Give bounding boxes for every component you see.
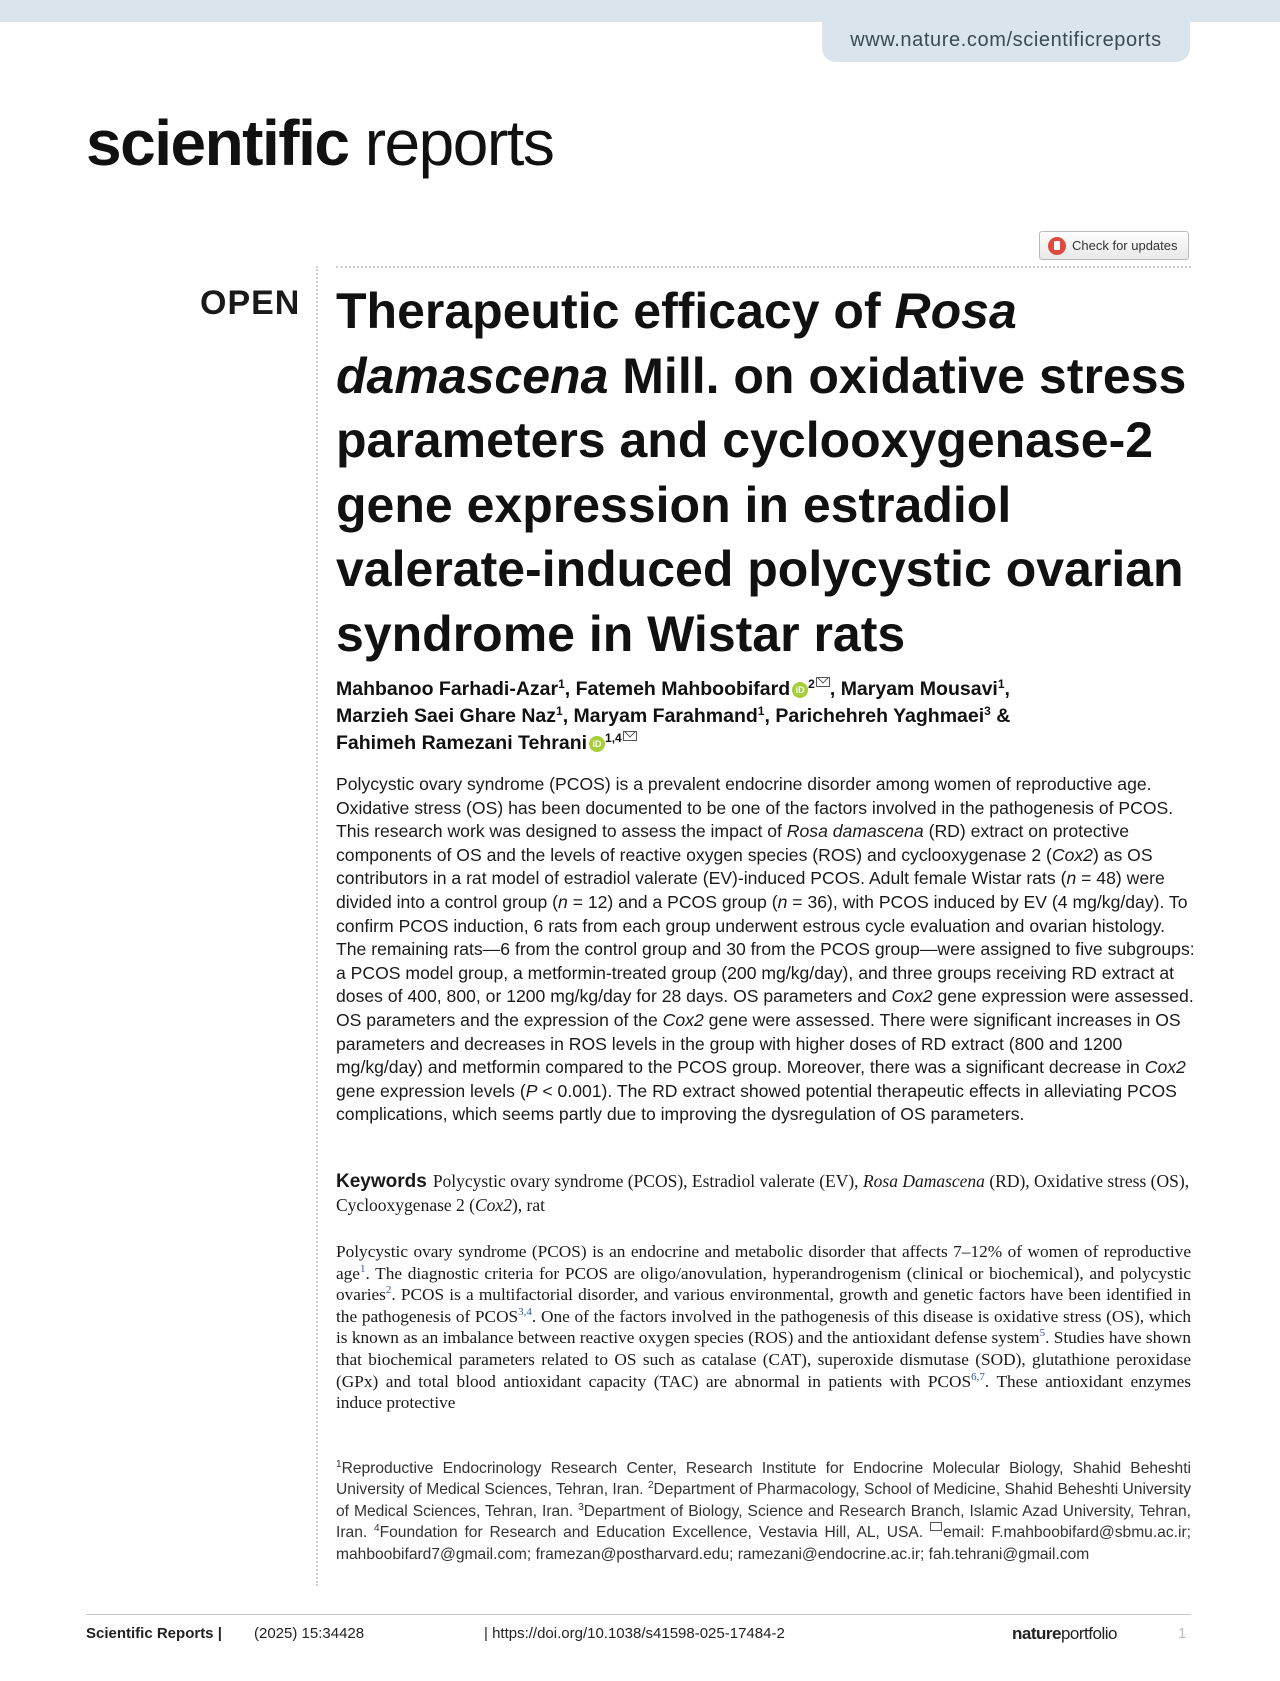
author-separator: ,: [829, 678, 841, 700]
page-footer: [86, 1625, 1191, 1649]
affiliations: [336, 1458, 1191, 1565]
abstract-italic: n: [558, 891, 568, 912]
affiliation-ref[interactable]: 2: [647, 1480, 654, 1492]
keyword-italic: Cox2: [475, 1194, 512, 1215]
author-affiliation-ref: 1,4: [605, 731, 622, 745]
abstract-italic: n: [1066, 868, 1077, 889]
footer-divider: [86, 1614, 1191, 1615]
abstract-text: gene expression levels (: [336, 1080, 526, 1101]
affiliation-text: Foundation for Research and Education Excellence, Vestavia Hill, AL, USA.: [379, 1524, 930, 1542]
body-text: . Studies have shown that biochemical parameters related to OS such as catalase (CAT), superoxide dismutase (SOD), glutathione peroxidase (GPx) and total blood antioxidant capacity (TAC) are abnormal in patients with PCOS: [336, 1328, 1191, 1391]
author-name[interactable]: [336, 678, 565, 700]
abstract-text: gene were assessed. There were significant increases in OS parameters and decreases in ROS levels in the group with higher doses of RD extract (800 and 1200 mg/kg/day) and metformin compared to the PCOS group. Moreover, there was a significant decrease in: [336, 1009, 1181, 1078]
keywords-label: Keywords: [336, 1171, 427, 1192]
keyword-text: ), rat: [511, 1194, 545, 1215]
body-text: . The diagnostic criteria for PCOS are oligo/anovulation, hyperandrogenism (clinical or biochemical), and polycystic ovaries: [336, 1263, 1191, 1305]
abstract-italic: Cox2: [1051, 844, 1093, 865]
abstract-italic: Cox2: [662, 1009, 704, 1030]
footer-doi-link[interactable]: | https://doi.org/10.1038/s41598-025-17484-2: [484, 1625, 785, 1642]
orcid-icon[interactable]: iD: [589, 736, 605, 752]
affiliation-text: Department of Biology, Science and Research Branch, Islamic Azad University, Tehran, Iran.: [336, 1502, 1191, 1542]
affiliation-ref[interactable]: 3: [578, 1501, 584, 1513]
body-ref[interactable]: 3,4: [518, 1306, 532, 1319]
author-name[interactable]: [574, 705, 765, 727]
affiliation-text: Reproductive Endocrinology Research Center, Research Institute for Endocrine Molecular Biology, Shahid Beheshti University of Medical Sciences, Tehran, Iran.: [336, 1460, 1191, 1499]
abstract-text: Polycystic ovary syndrome (PCOS) is a prevalent endocrine disorder among women of reproductive age. Oxidative stress (OS) has been documented to be one of the factors involved in the pathogenesis of PCOS. This research work was designed to assess the impact of: [336, 774, 1174, 842]
publisher-logo-bold: nature: [1012, 1624, 1061, 1643]
abstract-text: ) as OS contributors in a rat model of estradiol valerate (EV)-induced PCOS. Adult female Wistar rats (: [336, 844, 1153, 889]
publisher-logo-light: portfolio: [1060, 1624, 1117, 1643]
author-name[interactable]: [841, 678, 1005, 700]
affiliation-ref[interactable]: 1: [336, 1458, 342, 1470]
open-access-label: OPEN: [200, 284, 301, 322]
abstract-text: gene expression were assessed. OS parameters and the expression of the: [336, 986, 1194, 1030]
keywords: [336, 1170, 1196, 1217]
title-species: Rosa damascena: [336, 283, 1017, 404]
author-name-text: Fahimeh Ramezani Tehrani: [336, 732, 588, 754]
title-text-rest: Mill. on oxidative stress parameters and cyclooxygenase-2 gene expression in estradiol valerate-induced polycystic ovarian syndrome in Wistar rats: [336, 347, 1187, 662]
author-affiliation-ref: 3: [984, 704, 991, 718]
author-name-text: Parichehreh Yaghmaei: [775, 705, 985, 727]
body-text: . PCOS is a multifactorial disorder, and various environmental, growth and genetic factors have been identified in the pathogenesis of PCOS: [336, 1285, 1191, 1326]
body-ref[interactable]: 1: [359, 1262, 366, 1275]
journal-logo-light: reports: [364, 107, 554, 179]
abstract-italic: Cox2: [1144, 1057, 1186, 1078]
abstract-text: (RD) extract on protective components of OS and the levels of reactive oxygen species (ROS) and cyclooxygenase 2 (: [336, 821, 1130, 865]
author-name-text: Marzieh Saei Ghare Naz: [336, 705, 557, 727]
footer-journal: Scientific Reports |: [86, 1625, 222, 1642]
journal-logo: [86, 108, 553, 178]
keywords-text: [336, 1171, 1189, 1215]
email-icon[interactable]: [816, 677, 830, 687]
author-separator: ,: [1004, 678, 1010, 700]
abstract: [336, 773, 1196, 1127]
journal-logo-bold: scientific: [86, 107, 349, 179]
publisher-logo: [1012, 1624, 1117, 1644]
author-separator: ,: [764, 705, 776, 727]
author-name[interactable]: [336, 705, 563, 727]
body-text: . One of the factors involved in the pathogenesis of this disease is oxidative stress (OS), which is known as an imbalance between reactive oxygen species (ROS) and the antioxidant defense system: [336, 1306, 1192, 1348]
keyword-text: (RD), Oxidative stress (OS), Cyclooxygenase 2 (: [336, 1171, 1190, 1215]
abstract-text: = 36), with PCOS induced by EV (4 mg/kg/day). To confirm PCOS induction, 6 rats from each group underwent estrous cycle evaluation and ovarian histology. The remaining rats—6 from the control group and 30 from the PCOS group—were assigned to five subgroups: a PCOS model group, a metformin-treated group (200 mg/kg/day), and three groups receiving RD extract at doses of 400, 800, or 1200 mg/kg/day for 28 days. OS parameters and: [336, 891, 1195, 1007]
author-affiliation-ref: 1: [757, 704, 765, 718]
introduction-paragraph: [336, 1241, 1191, 1414]
abstract-text: < 0.001). The RD extract showed potential therapeutic effects in alleviating PCOS complications, which seems partly due to improving the dysregulation of OS parameters.: [336, 1080, 1177, 1125]
affiliation-ref[interactable]: 4: [374, 1523, 380, 1535]
author-name-text: Maryam Mousavi: [840, 678, 998, 700]
email-icon[interactable]: [623, 731, 637, 741]
journal-url[interactable]: www.nature.com/scientificreports: [822, 18, 1190, 62]
author-affiliation-ref: 1: [997, 677, 1005, 691]
author-affiliation-ref: 1: [556, 704, 563, 718]
article-title: [336, 279, 1196, 666]
margin-divider: [316, 266, 318, 1586]
keyword-text: Polycystic ovary syndrome (PCOS), Estradiol valerate (EV),: [432, 1171, 863, 1191]
author-name[interactable]: [336, 732, 637, 754]
abstract-text: = 12) and a PCOS group (: [567, 891, 778, 912]
header-divider: [336, 266, 1191, 268]
bookmark-icon: [1048, 237, 1066, 255]
abstract-italic: P: [525, 1080, 538, 1101]
author-name-text: Mahbanoo Farhadi-Azar: [336, 678, 559, 700]
abstract-italic: Rosa damascena: [786, 821, 924, 842]
orcid-icon[interactable]: iD: [792, 682, 808, 698]
abstract-italic: Cox2: [891, 986, 933, 1007]
title-text: Therapeutic efficacy of: [336, 283, 895, 339]
footer-citation: (2025) 15:34428: [254, 1625, 365, 1642]
body-ref[interactable]: 5: [1039, 1327, 1046, 1340]
check-for-updates-button[interactable]: [1039, 231, 1189, 260]
author-name[interactable]: [576, 678, 830, 700]
author-list: [336, 676, 1196, 757]
page-number: 1: [1178, 1625, 1187, 1642]
body-text: Polycystic ovary syndrome (PCOS) is an endocrine and metabolic disorder that affects 7–12% of women of reproductive age: [336, 1242, 1191, 1283]
affiliation-text: Department of Pharmacology, School of Medicine, Shahid Beheshti University of Medical Sciences, Tehran, Iran.: [336, 1481, 1191, 1520]
abstract-text: = 48) were divided into a control group (: [336, 868, 1165, 912]
body-ref[interactable]: 2: [385, 1284, 392, 1297]
author-separator: ,: [562, 705, 574, 727]
abstract-italic: n: [777, 891, 788, 912]
body-text: . These antioxidant enzymes induce protective: [336, 1371, 1191, 1413]
email-icon: [930, 1522, 942, 1531]
keyword-italic: Rosa Damascena: [862, 1171, 985, 1191]
check-for-updates-label: Check for updates: [1072, 238, 1178, 253]
author-affiliation-ref: 1: [558, 677, 565, 691]
author-name-text: Maryam Farahmand: [573, 705, 758, 727]
author-name[interactable]: [775, 705, 991, 727]
affiliation-text: email: F.mahboobifard@sbmu.ac.ir; mahboobifard7@gmail.com; framezan@postharvard.edu; ramezani@endocrine.ac.ir; fah.tehrani@gmail.com: [336, 1524, 1191, 1563]
author-separator: ,: [564, 678, 576, 700]
author-affiliation-ref: 2: [808, 677, 815, 691]
author-separator: &: [990, 705, 1011, 727]
author-name-text: Fatemeh Mahboobifard: [575, 678, 791, 700]
body-ref[interactable]: 6,7: [971, 1370, 985, 1383]
